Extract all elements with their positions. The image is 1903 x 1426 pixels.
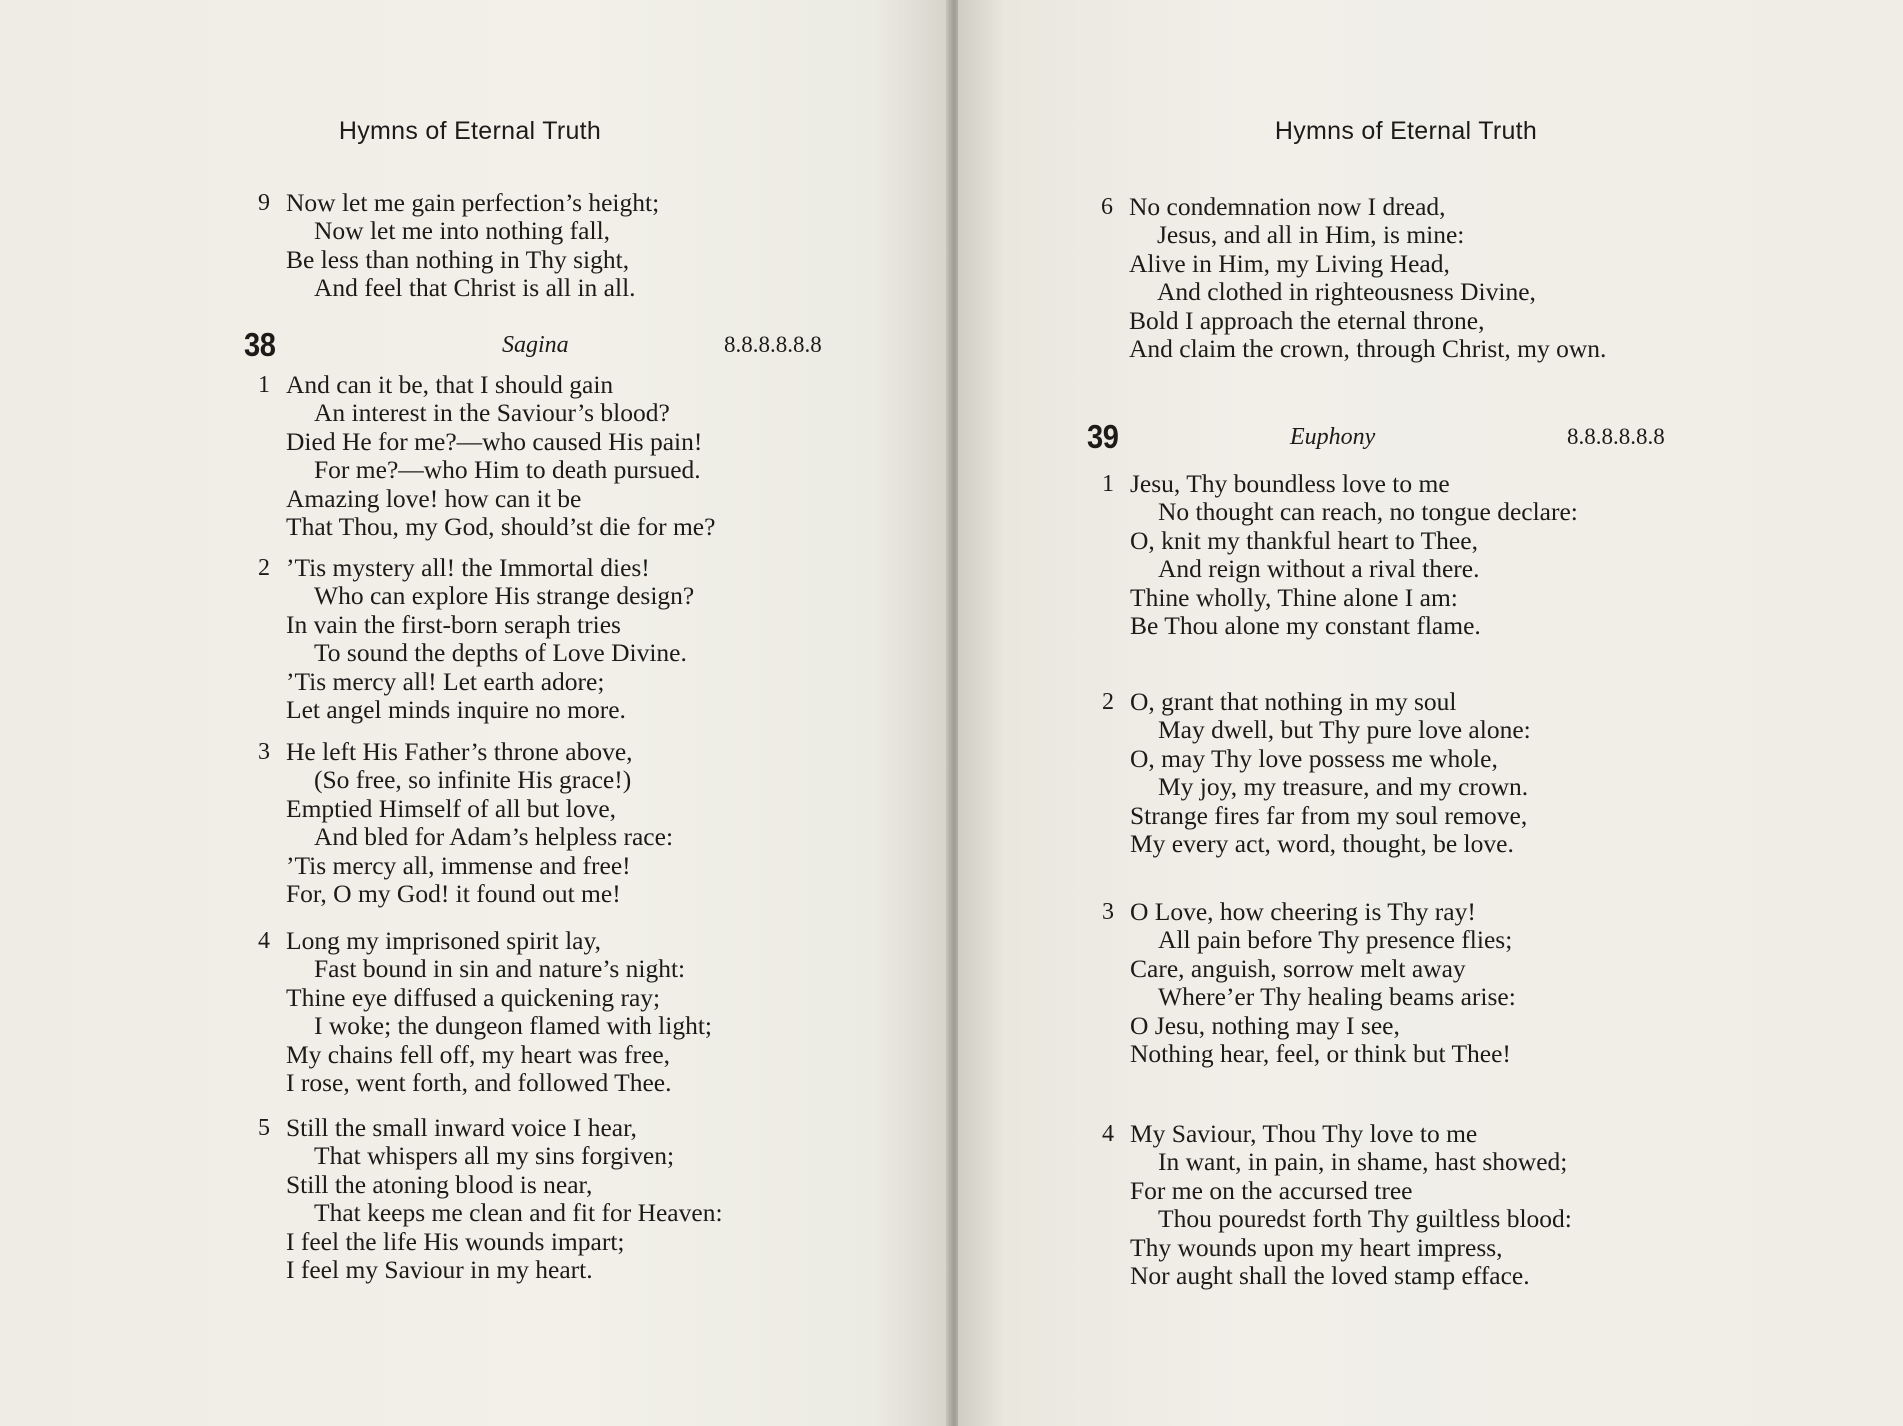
verse-number: 3	[258, 739, 270, 765]
verse-line: Emptied Himself of all but love,	[286, 793, 617, 823]
verse-line: I feel the life His wounds impart;	[286, 1226, 625, 1256]
tune-name: Euphony	[1290, 424, 1376, 450]
verse-line: Jesus, and all in Him, is mine:	[1157, 220, 1465, 250]
verse-line: Nothing hear, feel, or think but Thee!	[1130, 1039, 1511, 1069]
verse-line: All pain before Thy presence flies;	[1158, 925, 1513, 955]
hymn-38-verse-1	[258, 370, 716, 542]
hymn-38-verse-3	[258, 737, 674, 909]
verse-line: Alive in Him, my Living Head,	[1129, 248, 1450, 278]
verse-line: 4 My Saviour, Thou Thy love to me	[1102, 1119, 1478, 1148]
verse-line: Nor aught shall the loved stamp efface.	[1130, 1261, 1530, 1291]
verse-line: Where’er Thy healing beams arise:	[1158, 982, 1516, 1012]
verse-line: (So free, so infinite His grace!)	[314, 765, 632, 795]
verse-line: And reign without a rival there.	[1158, 554, 1480, 584]
verse-line: Still the atoning blood is near,	[286, 1169, 593, 1199]
hymn-39-verse-2	[1102, 687, 1531, 859]
verse-line: I rose, went forth, and followed Thee.	[286, 1068, 672, 1098]
verse-line: That whispers all my sins forgiven;	[314, 1141, 675, 1171]
verse-number: 9	[258, 190, 270, 216]
verse-line: 1 Jesu, Thy boundless love to me	[1102, 469, 1450, 498]
verse-line: Bold I approach the eternal throne,	[1129, 305, 1485, 335]
verse-number: 1	[1102, 471, 1114, 497]
hymn-39-verse-1	[1102, 469, 1578, 641]
verse-line: 4 Long my imprisoned spirit lay,	[258, 926, 601, 955]
verse-line: 2 O, grant that nothing in my soul	[1102, 687, 1457, 716]
verse-line: 3 He left His Father’s throne above,	[258, 737, 633, 766]
verse-9	[258, 188, 660, 303]
verse-line: To sound the depths of Love Divine.	[314, 638, 687, 668]
hymn-38-verse-4	[258, 926, 713, 1098]
verse-line: For, O my God! it found out me!	[286, 879, 621, 909]
verse-line: Who can explore His strange design?	[314, 581, 695, 611]
hymn-number: 38	[244, 326, 276, 363]
verse-line: An interest in the Saviour’s blood?	[314, 398, 670, 428]
verse-line: That keeps me clean and fit for Heaven:	[314, 1198, 723, 1228]
verse-line: In want, in pain, in shame, hast showed;	[1158, 1147, 1568, 1177]
verse-number: 4	[258, 928, 270, 954]
left-page	[0, 0, 950, 1426]
verse-line: My joy, my treasure, and my crown.	[1158, 772, 1529, 802]
verse-number: 2	[1102, 689, 1114, 715]
verse-line: And claim the crown, through Christ, my own.	[1129, 334, 1607, 364]
verse-line: For me on the accursed tree	[1130, 1175, 1413, 1205]
verse-line: Died He for me?—who caused His pain!	[286, 426, 703, 456]
right-running-head: Hymns of Eternal Truth	[1274, 117, 1538, 145]
hymn-number: 39	[1087, 418, 1119, 455]
verse-line: No thought can reach, no tongue declare:	[1158, 497, 1578, 527]
verse-line: 1 And can it be, that I should gain	[258, 370, 614, 399]
verse-line: Be less than nothing in Thy sight,	[286, 244, 630, 274]
verse-line: Thine eye diffused a quickening ray;	[286, 982, 661, 1012]
verse-line: And clothed in righteousness Divine,	[1157, 277, 1536, 307]
verse-line: In vain the first-born seraph tries	[286, 609, 621, 639]
verse-line: For me?—who Him to death pursued.	[314, 455, 701, 485]
meter: 8.8.8.8.8.8	[724, 332, 822, 357]
verse-number: 1	[258, 372, 270, 398]
hymn-38-verse-5	[258, 1113, 723, 1285]
verse-line: Let angel minds inquire no more.	[286, 695, 626, 725]
verse-line: Thine wholly, Thine alone I am:	[1130, 582, 1458, 612]
verse-line: Strange fires far from my soul remove,	[1130, 800, 1528, 830]
verse-line: O, may Thy love possess me whole,	[1130, 743, 1498, 773]
verse-6	[1101, 192, 1607, 364]
hymn-38-header	[244, 326, 844, 366]
verse-number: 6	[1101, 194, 1113, 220]
right-page	[958, 0, 1903, 1426]
verse-line: 5 Still the small inward voice I hear,	[258, 1113, 637, 1142]
verse-number: 2	[258, 555, 270, 581]
tune-name: Sagina	[502, 332, 569, 358]
verse-line: 2 ’Tis mystery all! the Immortal dies!	[258, 553, 650, 582]
verse-line: 3 O Love, how cheering is Thy ray!	[1102, 897, 1476, 926]
verse-line: 6 No condemnation now I dread,	[1101, 192, 1446, 221]
verse-line: Amazing love! how can it be	[286, 483, 582, 513]
verse-line: I feel my Saviour in my heart.	[286, 1255, 593, 1285]
verse-number: 4	[1102, 1121, 1114, 1147]
verse-line: Care, anguish, sorrow melt away	[1130, 953, 1466, 983]
left-running-head: Hymns of Eternal Truth	[338, 117, 602, 145]
verse-line: ’Tis mercy all! Let earth adore;	[286, 666, 605, 696]
verse-line: My every act, word, thought, be love.	[1130, 829, 1514, 859]
verse-line: ’Tis mercy all, immense and free!	[286, 850, 631, 880]
meter: 8.8.8.8.8.8	[1567, 424, 1665, 449]
verse-line: Be Thou alone my constant flame.	[1130, 611, 1481, 641]
verse-line: I woke; the dungeon flamed with light;	[314, 1011, 713, 1041]
verse-line: And feel that Christ is all in all.	[314, 273, 636, 303]
verse-line: My chains fell off, my heart was free,	[286, 1039, 671, 1069]
hymn-39-verse-3	[1102, 897, 1516, 1069]
verse-line: That Thou, my God, should’st die for me?	[286, 512, 716, 542]
verse-number: 3	[1102, 899, 1114, 925]
verse-line: May dwell, but Thy pure love alone:	[1158, 715, 1531, 745]
verse-line: Fast bound in sin and nature’s night:	[314, 954, 686, 984]
verse-line: O Jesu, nothing may I see,	[1130, 1010, 1400, 1040]
verse-line: Thy wounds upon my heart impress,	[1130, 1232, 1503, 1262]
verse-line: And bled for Adam’s helpless race:	[314, 822, 674, 852]
hymn-39-verse-4	[1102, 1119, 1572, 1291]
verse-line: O, knit my thankful heart to Thee,	[1130, 525, 1478, 555]
hymn-39-header	[1087, 418, 1707, 458]
verse-line: 9 Now let me gain perfection’s height;	[258, 188, 660, 217]
verse-line: Now let me into nothing fall,	[314, 216, 611, 246]
hymn-38-verse-2	[258, 553, 695, 725]
verse-number: 5	[258, 1115, 270, 1141]
verse-line: Thou pouredst forth Thy guiltless blood:	[1158, 1204, 1572, 1234]
